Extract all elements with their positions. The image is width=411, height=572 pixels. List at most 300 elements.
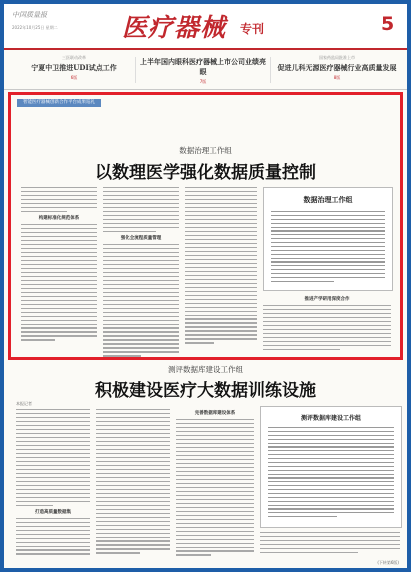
text-line <box>176 531 254 532</box>
text-line <box>176 503 254 504</box>
text-line <box>176 511 254 512</box>
text-line <box>103 296 179 297</box>
text-line <box>176 515 254 516</box>
text-line <box>21 292 97 293</box>
text-line <box>21 335 97 336</box>
text-line <box>103 316 179 317</box>
text-line <box>103 339 179 340</box>
text-line <box>263 349 340 350</box>
text-line <box>16 546 90 547</box>
text-line <box>16 413 90 414</box>
text-line <box>176 463 254 464</box>
text-line <box>263 305 391 306</box>
text-line <box>21 276 97 277</box>
text-line <box>103 292 179 293</box>
text-line <box>96 473 170 474</box>
text-line <box>271 215 385 216</box>
text-line <box>176 483 254 484</box>
headline-strip <box>4 51 407 90</box>
text-line <box>263 309 391 310</box>
text-line <box>21 191 97 192</box>
text-line <box>176 487 254 488</box>
text-line <box>96 469 170 470</box>
text-column <box>185 187 257 346</box>
headline-title: 促进儿科无源医疗器械行业高质量发展 <box>277 63 397 72</box>
text-line <box>103 264 179 265</box>
text-column <box>176 409 254 558</box>
text-line <box>185 231 257 232</box>
text-line <box>271 230 385 231</box>
text-line <box>103 335 179 336</box>
text-line <box>103 211 179 212</box>
text-line <box>21 288 97 289</box>
text-line <box>268 431 394 432</box>
text-line <box>21 256 97 257</box>
subheading: 强化全流程质量管理 <box>120 235 162 241</box>
text-line <box>176 550 254 551</box>
text-line <box>16 437 90 438</box>
text-line <box>185 291 257 292</box>
text-line <box>16 542 90 543</box>
text-line <box>103 191 179 192</box>
subheading: 构建标准化规范体系 <box>38 215 80 221</box>
text-line <box>96 457 170 458</box>
text-line <box>268 450 394 451</box>
text-line <box>96 425 170 426</box>
text-line <box>21 252 97 253</box>
text-line <box>103 199 179 200</box>
text-line <box>96 477 170 478</box>
text-line <box>271 265 385 266</box>
text-line <box>176 519 254 520</box>
series-tag: 智能医疗器械创新合作平台成果巡礼 <box>17 99 101 107</box>
text-line <box>185 307 257 308</box>
text-line <box>176 527 254 528</box>
text-line <box>21 248 97 249</box>
text-line <box>103 223 179 224</box>
text-line <box>96 509 170 510</box>
text-line <box>103 248 179 249</box>
text-line <box>16 493 90 494</box>
text-line <box>16 429 90 430</box>
text-line <box>16 425 90 426</box>
text-line <box>103 300 179 301</box>
text-line <box>268 446 394 447</box>
text-line <box>16 461 90 462</box>
text-line <box>21 296 97 297</box>
text-line <box>185 247 257 248</box>
text-line <box>103 327 179 328</box>
text-column <box>263 295 391 353</box>
text-line <box>21 308 97 309</box>
text-line <box>271 269 385 270</box>
text-line <box>176 523 254 524</box>
sidebar-title: 数据治理工作组 <box>303 195 353 204</box>
text-line <box>268 516 337 517</box>
text-line <box>21 284 97 285</box>
text-line <box>176 427 254 428</box>
text-line <box>16 445 90 446</box>
text-line <box>268 466 394 467</box>
text-line <box>176 479 254 480</box>
text-line <box>96 525 170 526</box>
text-line <box>263 341 391 342</box>
text-line <box>185 215 257 216</box>
text-line <box>21 224 97 225</box>
text-line <box>176 451 254 452</box>
text-line <box>176 459 254 460</box>
page-number: 5 <box>381 13 395 35</box>
text-line <box>103 207 179 208</box>
text-line <box>16 433 90 434</box>
text-line <box>268 435 394 436</box>
text-line <box>268 439 394 440</box>
text-line <box>103 355 141 356</box>
text-line <box>263 317 391 318</box>
headline-item[interactable] <box>274 55 400 81</box>
text-line <box>260 552 358 553</box>
subheading: 推进产学研用深度合作 <box>304 297 350 302</box>
text-line <box>21 280 97 281</box>
text-line <box>185 311 257 312</box>
text-line <box>96 501 170 502</box>
text-line <box>16 530 90 531</box>
text-line <box>103 324 179 325</box>
text-line <box>271 250 385 251</box>
text-line <box>96 497 170 498</box>
text-line <box>271 238 385 239</box>
text-line <box>21 199 97 200</box>
article-headline-2[interactable]: 积极建设医疗大数据训练设施 <box>95 381 316 401</box>
text-line <box>185 259 257 260</box>
text-line <box>185 338 257 339</box>
headline-item[interactable] <box>18 55 130 81</box>
text-line <box>103 272 179 273</box>
text-line <box>16 417 90 418</box>
text-line <box>103 215 179 216</box>
text-line <box>176 543 254 544</box>
text-line <box>271 211 385 212</box>
text-line <box>260 544 400 545</box>
text-line <box>263 313 391 314</box>
text-line <box>96 437 170 438</box>
text-line <box>16 526 90 527</box>
text-line <box>16 469 90 470</box>
text-column <box>16 409 90 557</box>
text-line <box>268 505 394 506</box>
subheading: 完善数据库建设体系 <box>194 411 236 416</box>
text-line <box>96 540 170 541</box>
text-column <box>103 187 179 359</box>
text-line <box>268 454 394 455</box>
text-line <box>268 485 394 486</box>
text-line <box>185 223 257 224</box>
section-title: 医疗器械 <box>122 13 227 42</box>
text-line <box>268 481 394 482</box>
sidebar-title: 测评数据库建设工作组 <box>300 415 361 422</box>
text-line <box>16 518 90 519</box>
text-line <box>103 308 179 309</box>
text-line <box>268 470 394 471</box>
text-line <box>103 312 179 313</box>
text-line <box>103 320 179 321</box>
text-line <box>185 271 257 272</box>
featured-article[interactable] <box>8 92 403 360</box>
text-line <box>96 529 170 530</box>
text-line <box>96 505 170 506</box>
text-line <box>96 485 170 486</box>
text-line <box>21 304 97 305</box>
text-line <box>103 256 179 257</box>
masthead <box>4 4 407 50</box>
text-line <box>16 553 90 554</box>
text-line <box>96 421 170 422</box>
text-line <box>21 187 97 188</box>
text-line <box>271 242 385 243</box>
text-line <box>16 477 90 478</box>
text-line <box>96 521 170 522</box>
text-line <box>185 342 214 343</box>
text-line <box>263 345 391 346</box>
special-label: 专刊 <box>240 22 265 36</box>
text-line <box>96 481 170 482</box>
text-column <box>96 409 170 556</box>
text-line <box>260 540 400 541</box>
text-line <box>176 535 254 536</box>
text-line <box>271 281 334 282</box>
text-line <box>96 449 170 450</box>
divider <box>270 57 271 83</box>
text-line <box>263 321 391 322</box>
text-line <box>185 207 257 208</box>
text-line <box>260 536 400 537</box>
newspaper-page <box>4 4 407 568</box>
text-line <box>185 334 257 335</box>
text-line <box>96 413 170 414</box>
text-line <box>268 474 394 475</box>
text-line <box>271 223 385 224</box>
text-line <box>185 239 257 240</box>
text-line <box>21 211 67 212</box>
text-line <box>103 219 179 220</box>
text-line <box>96 445 170 446</box>
text-line <box>96 544 170 545</box>
text-line <box>185 251 257 252</box>
byline: 本报记者 <box>16 401 32 406</box>
text-line <box>103 252 179 253</box>
text-line <box>16 473 90 474</box>
text-line <box>176 491 254 492</box>
text-line <box>176 495 254 496</box>
text-line <box>16 485 90 486</box>
text-line <box>185 275 257 276</box>
text-line <box>16 409 90 410</box>
headline-page: 8版 <box>333 75 341 80</box>
text-line <box>96 461 170 462</box>
text-line <box>96 453 170 454</box>
text-line <box>21 312 97 313</box>
text-line <box>16 465 90 466</box>
text-line <box>268 508 394 509</box>
text-line <box>21 236 97 237</box>
text-line <box>176 447 254 448</box>
text-line <box>185 235 257 236</box>
text-column <box>21 187 97 343</box>
text-line <box>21 339 55 340</box>
text-line <box>263 329 391 330</box>
text-line <box>185 330 257 331</box>
text-line <box>185 303 257 304</box>
text-line <box>103 288 179 289</box>
text-line <box>103 284 179 285</box>
text-line <box>16 421 90 422</box>
text-line <box>21 244 97 245</box>
text-line <box>263 333 391 334</box>
text-line <box>185 318 257 319</box>
text-line <box>96 417 170 418</box>
text-line <box>21 260 97 261</box>
text-line <box>16 505 53 506</box>
text-line <box>271 273 385 274</box>
text-line <box>103 343 179 344</box>
text-line <box>271 254 385 255</box>
article-kicker: 数据治理工作组 <box>179 146 232 155</box>
text-line <box>96 533 170 534</box>
text-line <box>260 532 400 533</box>
text-line <box>185 283 257 284</box>
text-line <box>268 489 394 490</box>
text-line <box>21 207 97 208</box>
text-line <box>21 195 97 196</box>
text-line <box>16 522 90 523</box>
sidebar-box-2 <box>260 406 402 528</box>
text-line <box>103 347 179 348</box>
text-line <box>16 453 90 454</box>
text-line <box>103 331 179 332</box>
text-line <box>185 191 257 192</box>
text-line <box>96 441 170 442</box>
text-line <box>176 439 254 440</box>
text-line <box>21 324 97 325</box>
text-line <box>176 539 254 540</box>
text-line <box>96 537 170 538</box>
text-line <box>16 441 90 442</box>
text-line <box>271 219 385 220</box>
text-line <box>103 268 179 269</box>
text-line <box>185 219 257 220</box>
issue-date: 2022年10月25日 星期二 <box>12 25 58 30</box>
text-line <box>96 429 170 430</box>
text-line <box>21 331 97 332</box>
text-line <box>263 337 391 338</box>
text-line <box>271 246 385 247</box>
headline-kicker: 三医联动改革 <box>62 55 86 60</box>
text-line <box>185 295 257 296</box>
text-line <box>185 199 257 200</box>
headline-page: 6版 <box>70 75 78 80</box>
text-line <box>176 419 254 420</box>
text-line <box>96 489 170 490</box>
text-line <box>185 187 257 188</box>
text-line <box>103 244 179 245</box>
headline-title: 宁夏中卫推进UDI试点工作 <box>31 63 117 72</box>
text-line <box>176 475 254 476</box>
text-line <box>16 497 90 498</box>
text-line <box>185 315 257 316</box>
text-line <box>103 187 179 188</box>
text-line <box>185 299 257 300</box>
text-line <box>268 427 394 428</box>
article-kicker-2: 测评数据库建设工作组 <box>168 365 243 374</box>
text-line <box>176 455 254 456</box>
text-line <box>176 471 254 472</box>
text-line <box>21 240 97 241</box>
text-line <box>16 457 90 458</box>
text-line <box>185 203 257 204</box>
text-line <box>263 325 391 326</box>
text-line <box>103 351 179 352</box>
text-line <box>268 501 394 502</box>
text-line <box>16 538 90 539</box>
text-column <box>260 532 400 556</box>
text-line <box>185 326 257 327</box>
text-line <box>185 267 257 268</box>
text-line <box>103 280 179 281</box>
divider <box>135 57 136 83</box>
text-line <box>16 549 90 550</box>
text-line <box>271 227 385 228</box>
text-line <box>176 467 254 468</box>
text-line <box>16 449 90 450</box>
text-line <box>271 234 385 235</box>
text-line <box>21 320 97 321</box>
text-line <box>16 481 90 482</box>
text-line <box>260 548 400 549</box>
text-line <box>176 443 254 444</box>
sidebar-box <box>263 187 393 291</box>
text-line <box>185 279 257 280</box>
text-line <box>176 554 211 555</box>
text-line <box>268 497 394 498</box>
text-line <box>176 423 254 424</box>
text-line <box>21 203 97 204</box>
text-line <box>16 489 90 490</box>
article-headline: 以数理医学强化数据质量控制 <box>95 163 316 183</box>
text-line <box>176 431 254 432</box>
text-line <box>21 327 97 328</box>
text-line <box>271 258 385 259</box>
subheading: 打造高质量数据集 <box>35 509 71 515</box>
text-line <box>185 195 257 196</box>
text-line <box>21 264 97 265</box>
text-line <box>96 517 170 518</box>
headline-title: 上半年国内眼科医疗器械上市公司业绩亮眼 <box>140 57 266 76</box>
text-line <box>96 493 170 494</box>
text-line <box>185 263 257 264</box>
text-line <box>21 316 97 317</box>
text-line <box>16 501 90 502</box>
headline-item[interactable] <box>140 55 266 85</box>
text-line <box>103 304 179 305</box>
text-line <box>185 227 257 228</box>
headline-page: 7版 <box>199 79 207 84</box>
text-line <box>21 272 97 273</box>
text-line <box>268 443 394 444</box>
text-line <box>103 231 156 232</box>
text-line <box>21 300 97 301</box>
text-line <box>176 499 254 500</box>
text-line <box>185 255 257 256</box>
